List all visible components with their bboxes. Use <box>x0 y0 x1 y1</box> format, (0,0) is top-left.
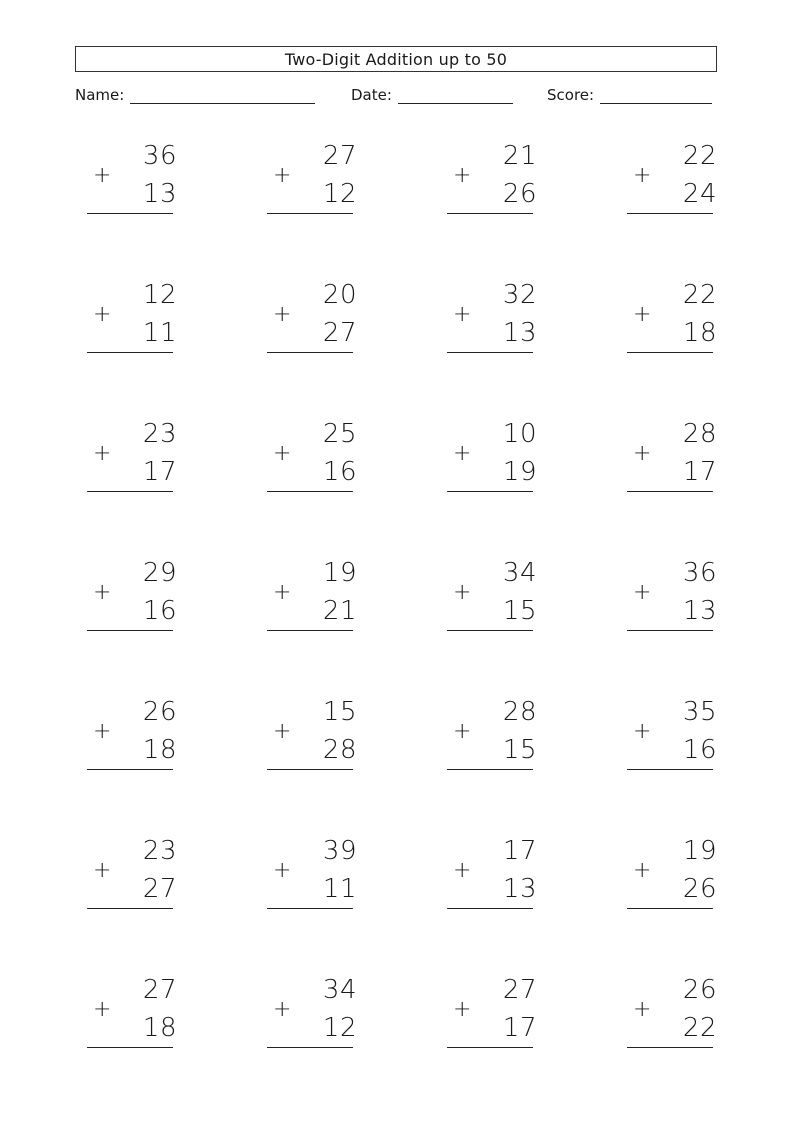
plus-sign: + <box>453 163 472 188</box>
answer-line[interactable] <box>87 213 173 214</box>
first-addend: 29 <box>142 558 177 588</box>
addition-problem <box>93 421 203 501</box>
first-addend: 36 <box>682 558 717 588</box>
addition-problem <box>273 699 383 779</box>
answer-line[interactable] <box>627 352 713 353</box>
plus-sign: + <box>273 163 292 188</box>
second-addend: 18 <box>682 318 717 348</box>
addition-problem <box>93 143 203 223</box>
second-addend: 16 <box>142 596 177 626</box>
answer-line[interactable] <box>447 908 533 909</box>
second-addend: 16 <box>322 457 357 487</box>
second-addend: 13 <box>682 596 717 626</box>
first-addend: 17 <box>502 836 537 866</box>
addition-problem <box>633 560 743 640</box>
second-addend: 27 <box>322 318 357 348</box>
plus-sign: + <box>273 580 292 605</box>
addition-problem <box>453 699 563 779</box>
addition-problem <box>633 838 743 918</box>
answer-line[interactable] <box>267 1047 353 1048</box>
addition-problem <box>93 282 203 362</box>
plus-sign: + <box>453 302 472 327</box>
plus-sign: + <box>273 719 292 744</box>
first-addend: 34 <box>322 975 357 1005</box>
answer-line[interactable] <box>627 908 713 909</box>
first-addend: 34 <box>502 558 537 588</box>
addition-problem <box>93 838 203 918</box>
plus-sign: + <box>93 997 112 1022</box>
first-addend: 19 <box>322 558 357 588</box>
first-addend: 27 <box>322 141 357 171</box>
first-addend: 15 <box>322 697 357 727</box>
plus-sign: + <box>453 441 472 466</box>
answer-line[interactable] <box>87 630 173 631</box>
answer-line[interactable] <box>87 352 173 353</box>
second-addend: 16 <box>682 735 717 765</box>
second-addend: 12 <box>322 1013 357 1043</box>
second-addend: 19 <box>502 457 537 487</box>
plus-sign: + <box>93 858 112 883</box>
answer-line[interactable] <box>267 213 353 214</box>
second-addend: 11 <box>142 318 177 348</box>
plus-sign: + <box>93 719 112 744</box>
second-addend: 13 <box>502 318 537 348</box>
addition-problem <box>93 560 203 640</box>
addition-problem <box>453 977 563 1057</box>
second-addend: 26 <box>502 179 537 209</box>
first-addend: 32 <box>502 280 537 310</box>
answer-line[interactable] <box>87 908 173 909</box>
first-addend: 23 <box>142 419 177 449</box>
second-addend: 18 <box>142 735 177 765</box>
plus-sign: + <box>273 441 292 466</box>
addition-problem <box>273 560 383 640</box>
name-label: Name: <box>75 86 125 104</box>
first-addend: 27 <box>502 975 537 1005</box>
answer-line[interactable] <box>267 908 353 909</box>
first-addend: 12 <box>142 280 177 310</box>
worksheet-title: Two-Digit Addition up to 50 <box>75 46 717 72</box>
plus-sign: + <box>273 302 292 327</box>
plus-sign: + <box>273 997 292 1022</box>
second-addend: 27 <box>142 874 177 904</box>
plus-sign: + <box>93 302 112 327</box>
addition-problem <box>633 699 743 779</box>
answer-line[interactable] <box>267 352 353 353</box>
plus-sign: + <box>93 580 112 605</box>
first-addend: 25 <box>322 419 357 449</box>
plus-sign: + <box>273 858 292 883</box>
answer-line[interactable] <box>267 769 353 770</box>
addition-problem <box>633 421 743 501</box>
answer-line[interactable] <box>447 1047 533 1048</box>
answer-line[interactable] <box>447 491 533 492</box>
addition-problem <box>273 143 383 223</box>
addition-problem <box>633 282 743 362</box>
answer-line[interactable] <box>447 352 533 353</box>
answer-line[interactable] <box>267 630 353 631</box>
addition-problem <box>633 977 743 1057</box>
second-addend: 11 <box>322 874 357 904</box>
first-addend: 19 <box>682 836 717 866</box>
second-addend: 17 <box>682 457 717 487</box>
plus-sign: + <box>453 858 472 883</box>
plus-sign: + <box>633 997 652 1022</box>
second-addend: 15 <box>502 596 537 626</box>
plus-sign: + <box>633 580 652 605</box>
plus-sign: + <box>633 719 652 744</box>
answer-line[interactable] <box>627 769 713 770</box>
first-addend: 35 <box>682 697 717 727</box>
first-addend: 26 <box>682 975 717 1005</box>
first-addend: 28 <box>682 419 717 449</box>
second-addend: 28 <box>322 735 357 765</box>
answer-line[interactable] <box>447 213 533 214</box>
second-addend: 17 <box>142 457 177 487</box>
second-addend: 15 <box>502 735 537 765</box>
addition-problem <box>453 421 563 501</box>
answer-line[interactable] <box>627 1047 713 1048</box>
addition-problem <box>273 282 383 362</box>
answer-line[interactable] <box>627 630 713 631</box>
addition-problem <box>453 560 563 640</box>
addition-problem <box>453 143 563 223</box>
plus-sign: + <box>93 163 112 188</box>
addition-problem <box>633 143 743 223</box>
answer-line[interactable] <box>87 491 173 492</box>
plus-sign: + <box>633 302 652 327</box>
answer-line[interactable] <box>627 491 713 492</box>
addition-problem <box>453 282 563 362</box>
answer-line[interactable] <box>267 491 353 492</box>
answer-line[interactable] <box>87 769 173 770</box>
second-addend: 13 <box>502 874 537 904</box>
answer-line[interactable] <box>447 769 533 770</box>
second-addend: 12 <box>322 179 357 209</box>
addition-problem <box>273 838 383 918</box>
addition-problem <box>273 977 383 1057</box>
first-addend: 39 <box>322 836 357 866</box>
first-addend: 10 <box>502 419 537 449</box>
second-addend: 21 <box>322 596 357 626</box>
second-addend: 13 <box>142 179 177 209</box>
second-addend: 22 <box>682 1013 717 1043</box>
second-addend: 24 <box>682 179 717 209</box>
score-label: Score: <box>547 86 595 104</box>
first-addend: 20 <box>322 280 357 310</box>
first-addend: 36 <box>142 141 177 171</box>
plus-sign: + <box>633 441 652 466</box>
plus-sign: + <box>93 441 112 466</box>
answer-line[interactable] <box>447 630 533 631</box>
addition-problem <box>93 699 203 779</box>
plus-sign: + <box>453 580 472 605</box>
answer-line[interactable] <box>87 1047 173 1048</box>
first-addend: 28 <box>502 697 537 727</box>
date-label: Date: <box>351 86 392 104</box>
addition-problem <box>93 977 203 1057</box>
addition-problem <box>273 421 383 501</box>
plus-sign: + <box>453 997 472 1022</box>
answer-line[interactable] <box>627 213 713 214</box>
plus-sign: + <box>633 163 652 188</box>
first-addend: 22 <box>682 141 717 171</box>
addition-problem <box>453 838 563 918</box>
first-addend: 23 <box>142 836 177 866</box>
first-addend: 26 <box>142 697 177 727</box>
first-addend: 27 <box>142 975 177 1005</box>
first-addend: 21 <box>502 141 537 171</box>
second-addend: 26 <box>682 874 717 904</box>
plus-sign: + <box>633 858 652 883</box>
first-addend: 22 <box>682 280 717 310</box>
second-addend: 18 <box>142 1013 177 1043</box>
second-addend: 17 <box>502 1013 537 1043</box>
plus-sign: + <box>453 719 472 744</box>
